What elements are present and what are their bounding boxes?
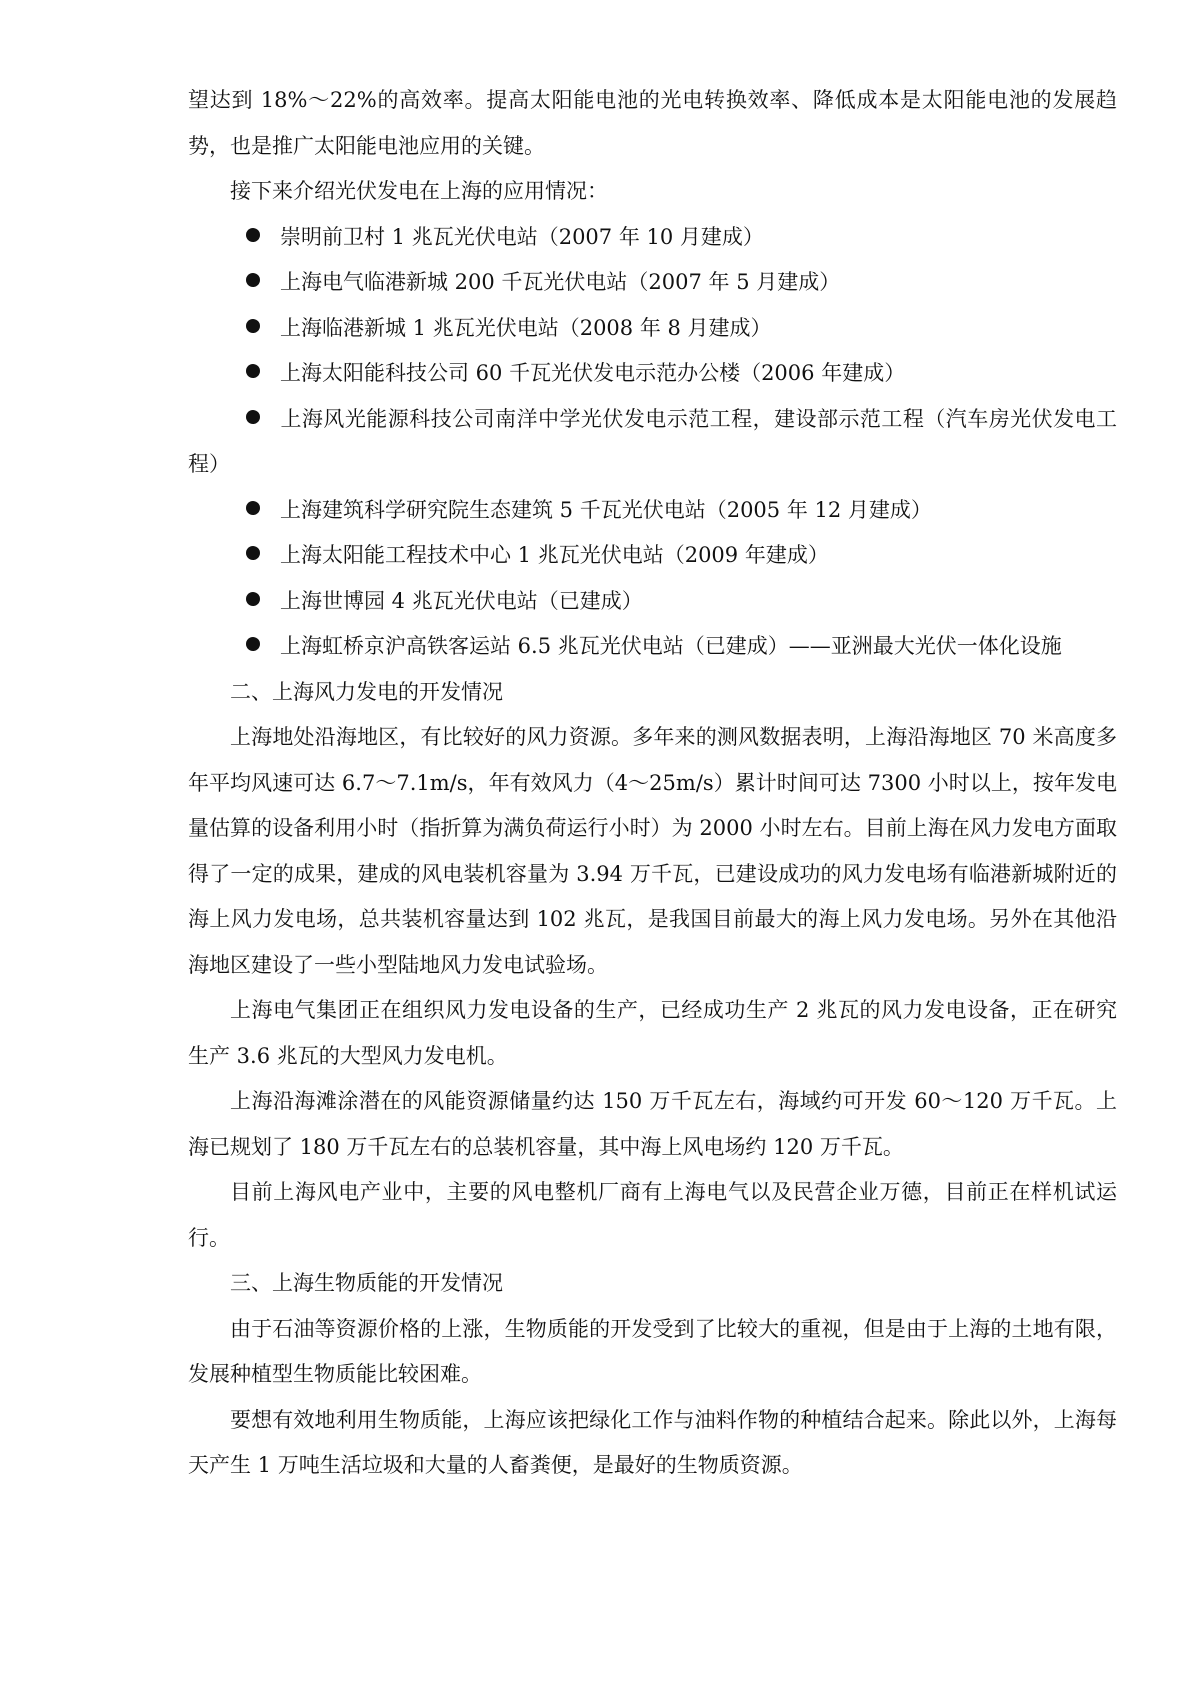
pv-applications-intro: 接下来介绍光伏发电在上海的应用情况： [230,179,608,203]
wind-resources-paragraph: 上海地处沿海地区，有比较好的风力资源。多年来的测风数据表明，上海沿海地区 70 米高度多年平均风速可达 6.7～7.1m/s，年有效风力（4～25m/s）累计时间可达 7300 小时以上，按年发电量估算的设备利用小时（指折算为满负荷运行小时）为 2000 小时左右。目前上海在风力发电方面取得了一定的成果，建成的风电装机容量为 3.94 万千瓦，已建设成功的风力发电场有临港新城附近的海上风力发电场，总共装机容量达到 102 兆瓦，是我国目前最大的海上风力发电场。另外在其他沿海地区建设了一些小型陆地风力发电试验场。 [188,725,1117,977]
wind-equipment-paragraph: 上海电气集团正在组织风力发电设备的生产，已经成功生产 2 兆瓦的风力发电设备，正在研究生产 3.6 兆瓦的大型风力发电机。 [188,998,1117,1068]
document-body [188,78,1117,1489]
bullet-icon [246,364,260,378]
bullet-icon [246,273,260,287]
bullet-icon [246,546,260,560]
bullet-icon [246,319,260,333]
biomass-utilization-paragraph: 要想有效地利用生物质能，上海应该把绿化工作与油料作物的种植结合起来。除此以外，上海每天产生 1 万吨生活垃圾和大量的人畜粪便，是最好的生物质资源。 [188,1407,1117,1477]
bullet-icon [246,592,260,606]
list-item: 上海风光能源科技公司南洋中学光伏发电示范工程，建设部示范工程（汽车房光伏发电工程） [188,406,1117,476]
biomass-context-paragraph: 由于石油等资源价格的上涨，生物质能的开发受到了比较大的重视，但是由于上海的土地有限，发展种植型生物质能比较困难。 [188,1316,1117,1386]
list-item: 崇明前卫村 1 兆瓦光伏电站（2007 年 10 月建成） [188,215,1117,261]
wind-potential-paragraph: 上海沿海滩涂潜在的风能资源储量约达 150 万千瓦左右，海域约可开发 60～120 万千瓦。上海已规划了 180 万千瓦左右的总装机容量，其中海上风电场约 120 万千瓦。 [188,1089,1117,1159]
wind-industry-paragraph: 目前上海风电产业中，主要的风电整机厂商有上海电气以及民营企业万德，目前正在样机试运行。 [188,1180,1117,1250]
wind-section-heading: 二、上海风力发电的开发情况 [230,679,503,704]
bullet-icon [246,228,260,242]
solar-efficiency-paragraph: 望达到 18%～22%的高效率。提高太阳能电池的光电转换效率、降低成本是太阳能电池的发展趋势，也是推广太阳能电池应用的关键。 [188,88,1117,158]
biomass-section-heading: 三、上海生物质能的开发情况 [230,1271,503,1295]
list-item: 上海电气临港新城 200 千瓦光伏电站（2007 年 5 月建成） [188,260,1117,306]
list-item: 上海世博园 4 兆瓦光伏电站（已建成） [188,579,1117,625]
bullet-icon [246,501,260,515]
list-item: 上海太阳能工程技术中心 1 兆瓦光伏电站（2009 年建成） [188,533,1117,579]
list-item: 上海太阳能科技公司 60 千瓦光伏发电示范办公楼（2006 年建成） [188,351,1117,397]
list-item: 上海临港新城 1 兆瓦光伏电站（2008 年 8 月建成） [188,306,1117,352]
pv-station-list [188,215,1117,670]
bullet-icon [246,637,260,651]
list-item: 上海建筑科学研究院生态建筑 5 千瓦光伏电站（2005 年 12 月建成） [188,488,1117,534]
list-item: 上海虹桥京沪高铁客运站 6.5 兆瓦光伏电站（已建成）——亚洲最大光伏一体化设施 [188,624,1117,670]
bullet-icon [246,410,260,424]
